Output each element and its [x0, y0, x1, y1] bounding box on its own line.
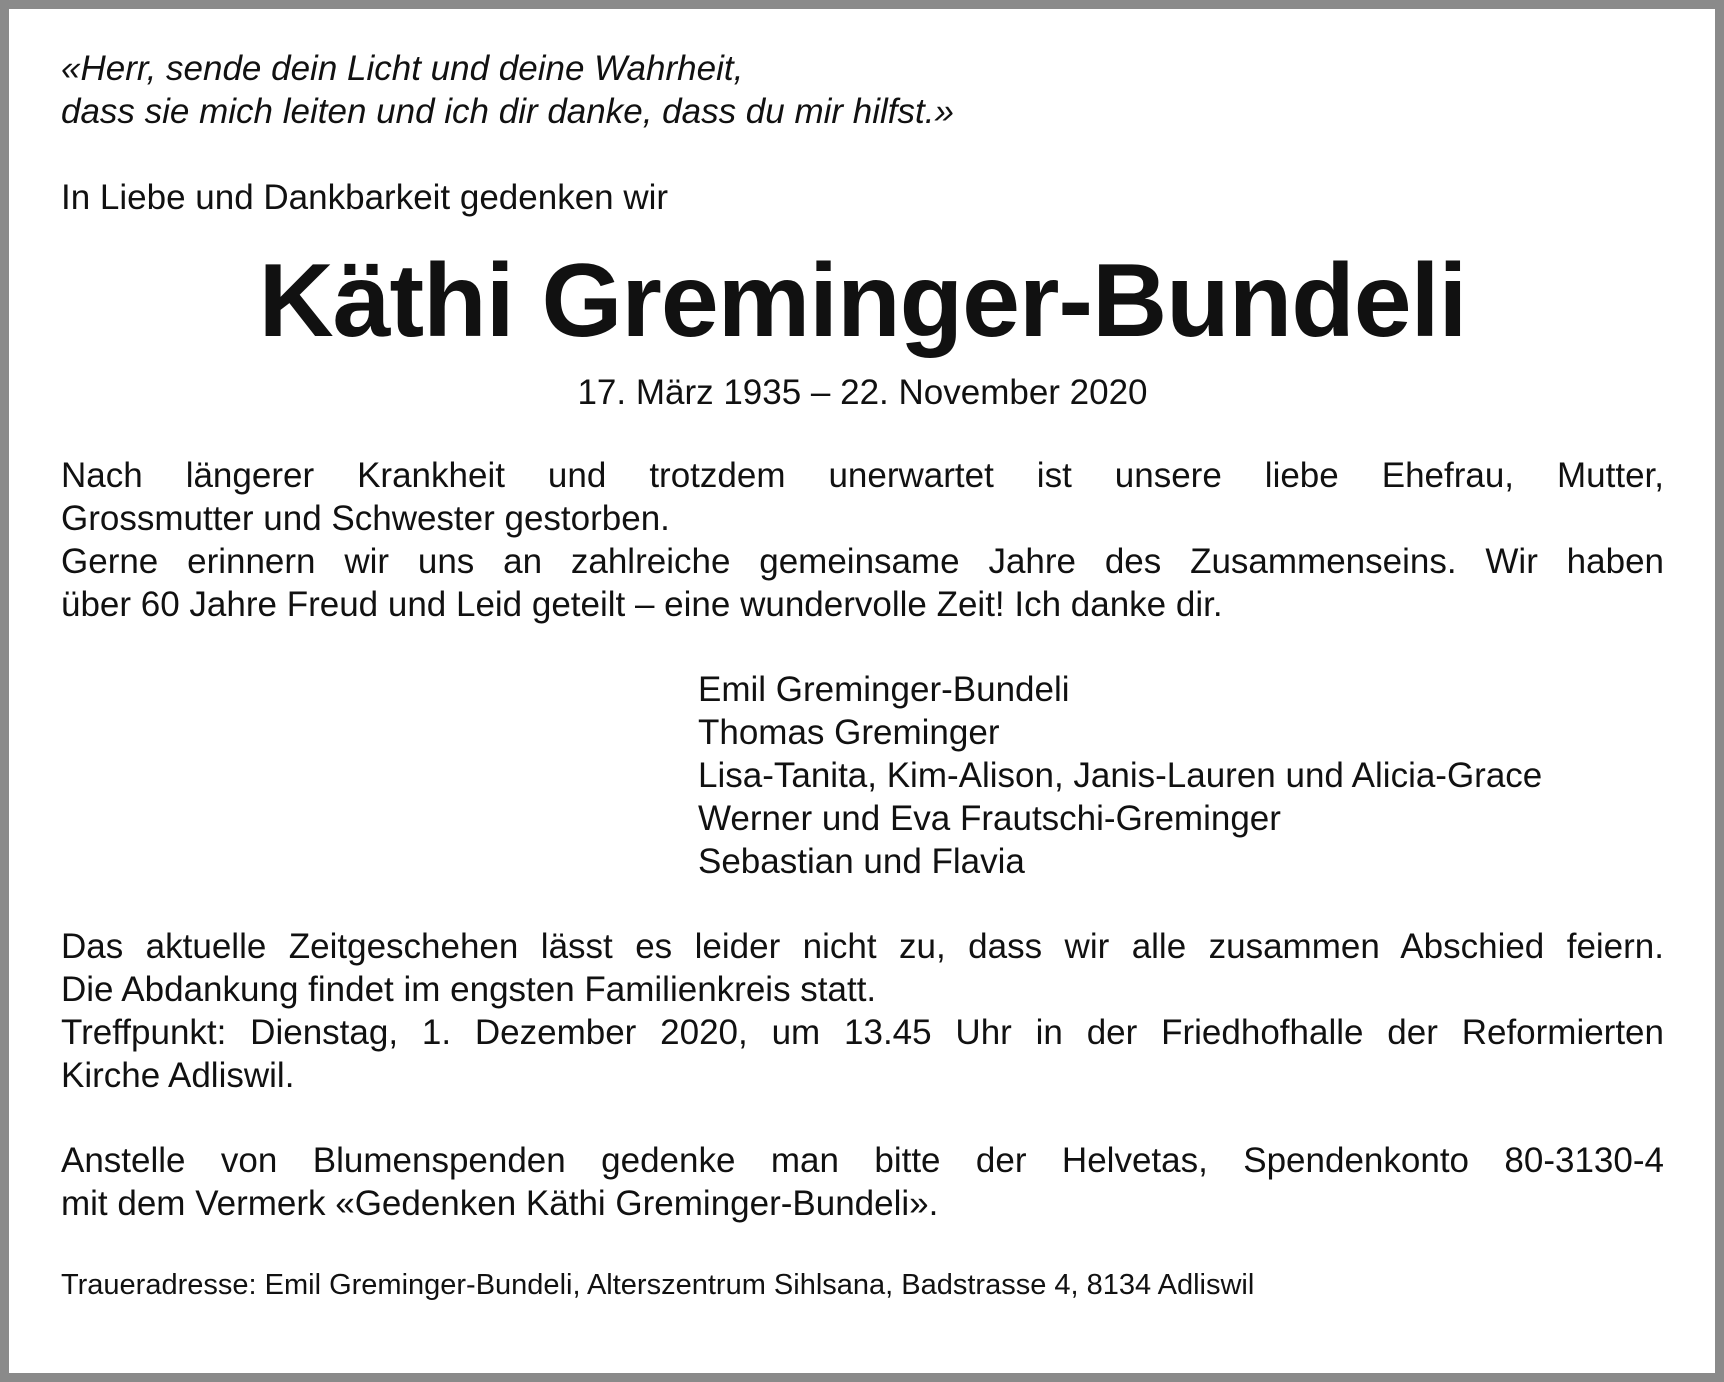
- mourners-list: [698, 668, 1664, 883]
- paragraph-line: Das aktuelle Zeitgeschehen lässt es leider nicht zu, dass wir alle zusammen Abschied feiern.: [61, 927, 1664, 966]
- quote-line-2: dass sie mich leiten und ich dir danke, dass du mir hilfst.»: [61, 92, 954, 131]
- deceased-name: Käthi Greminger-Bundeli: [258, 243, 1467, 359]
- mourner-name: Sebastian und Flavia: [698, 842, 1025, 881]
- paragraph-line: Grossmutter und Schwester gestorben.: [61, 499, 670, 538]
- mourner-name: Lisa-Tanita, Kim-Alison, Janis-Lauren und Alicia-Grace: [698, 756, 1543, 795]
- mourning-address: Traueradresse: Emil Greminger-Bundeli, Alterszentrum Sihlsana, Badstrasse 4, 8134 Adliswil: [61, 1269, 1255, 1301]
- paragraph-line: mit dem Vermerk «Gedenken Käthi Greminger-Bundeli».: [61, 1184, 939, 1223]
- paragraph-ceremony: [61, 925, 1664, 1097]
- paragraph-line: Treffpunkt: Dienstag, 1. Dezember 2020, um 13.45 Uhr in der Friedhofhalle der Reformierten: [61, 1013, 1664, 1052]
- life-dates: 17. März 1935 – 22. November 2020: [577, 373, 1148, 412]
- paragraph-line: Die Abdankung findet im engsten Familienkreis statt.: [61, 970, 877, 1009]
- paragraph-line: Gerne erinnern wir uns an zahlreiche gemeinsame Jahre des Zusammenseins. Wir haben: [61, 542, 1664, 581]
- paragraph-line: Nach längerer Krankheit und trotzdem unerwartet ist unsere liebe Ehefrau, Mutter,: [61, 456, 1664, 495]
- intro-text: In Liebe und Dankbarkeit gedenken wir: [61, 178, 669, 217]
- paragraph-line: Anstelle von Blumenspenden gedenke man bitte der Helvetas, Spendenkonto 80-3130-4: [61, 1141, 1664, 1180]
- mourner-name: Werner und Eva Frautschi-Greminger: [698, 799, 1281, 838]
- paragraph-announcement: [61, 454, 1664, 626]
- paragraph-line: Kirche Adliswil.: [61, 1056, 295, 1095]
- quote-line-1: «Herr, sende dein Licht und deine Wahrheit,: [61, 49, 744, 88]
- paragraph-donation: [61, 1139, 1664, 1225]
- paragraph-line: über 60 Jahre Freud und Leid geteilt – eine wundervolle Zeit! Ich danke dir.: [61, 585, 1223, 624]
- notice-content: [61, 47, 1664, 1332]
- mourner-name: Emil Greminger-Bundeli: [698, 670, 1070, 709]
- obituary-notice: [9, 9, 1715, 1373]
- mourner-name: Thomas Greminger: [698, 713, 1000, 752]
